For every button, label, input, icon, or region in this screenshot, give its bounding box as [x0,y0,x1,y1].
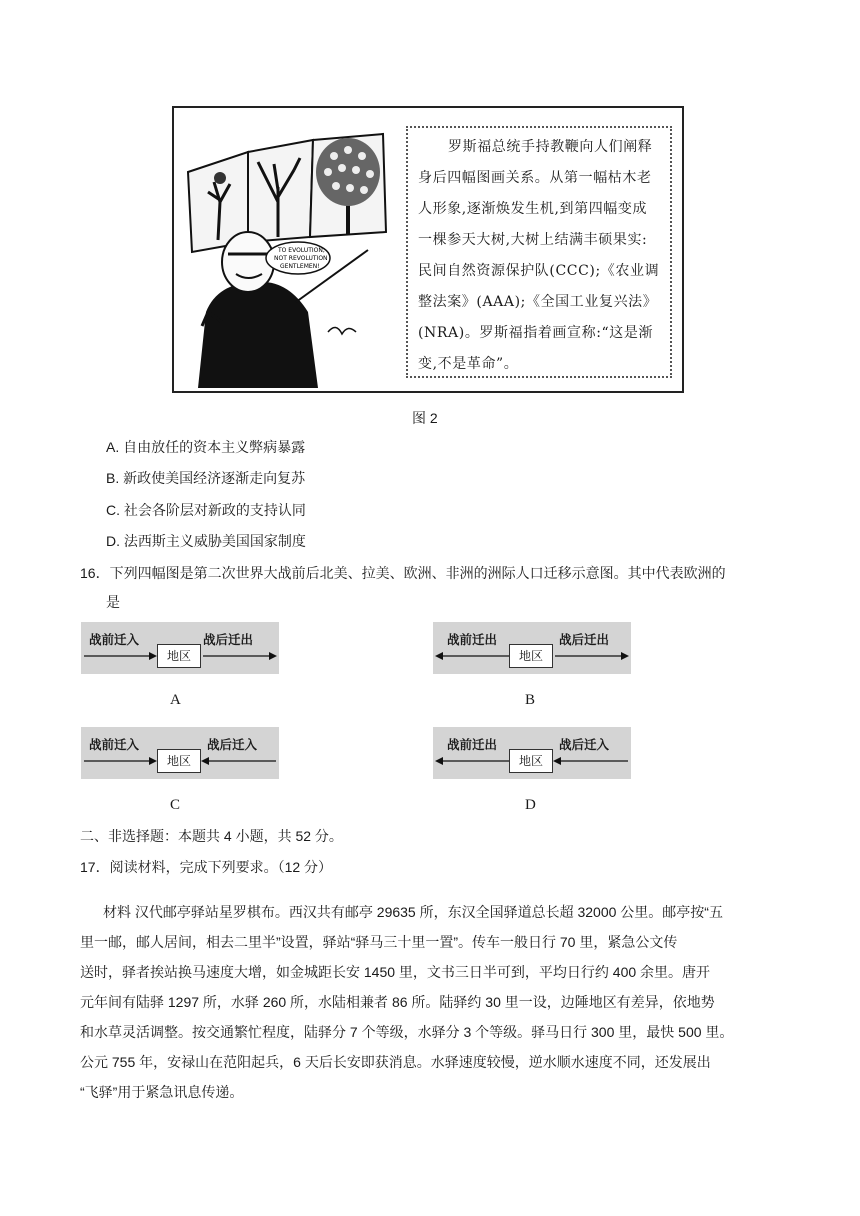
figure-text-line: 整法案》(AAA);《全国工业复兴法》 [418,294,658,310]
migration-diagram-a [81,622,279,674]
diagram-left-label: 战前迁出 [447,737,498,752]
migration-diagram-c [81,727,279,779]
cartoon-caption-line-1: TO EVOLUTION, [278,247,325,254]
diagram-letter-b: B [525,692,536,708]
cartoon-caption-line-3: GENTLEMEN! [280,263,320,270]
figure-text-line: 身后四幅图画关系。从第一幅枯木老 [418,170,652,186]
artist-signature [328,327,356,334]
diagram-region-box: 地区 [509,749,553,773]
diagram-letter-c: C [170,797,181,813]
figure-text-line: 人形象,逐渐焕发生机,到第四幅变成 [418,201,648,217]
diagram-left-label: 战前迁出 [447,632,498,647]
figure-text-line: (NRA)。罗斯福指着画宣称:“这是渐 [418,325,654,341]
option-a: A. 自由放任的资本主义弊病暴露 [106,439,306,455]
material-line: 和水草灵活调整。按交通繁忙程度，陆驿分 7 个等级，水驿分 3 个等级。驿马日行 300 里，最快 500 里。 [80,1024,734,1040]
section-2-heading: 二、非选择题：本题共 4 小题，共 52 分。 [80,828,343,844]
material-line: “飞驿”用于紧急讯息传递。 [80,1084,244,1100]
figure-text-line: 罗斯福总统手持教鞭向人们阐释 [448,139,653,155]
diagram-right-label: 战后迁入 [207,737,258,752]
option-c: C. 社会各阶层对新政的支持认同 [106,502,306,518]
question-17-title: 17．阅读材料，完成下列要求。（12 分） [80,859,333,875]
figure-2-explanation-box [406,126,672,378]
figure-text-line: 变,不是革命”。 [418,356,519,372]
material-line: 材料 汉代邮亭驿站星罗棋布。西汉共有邮亭 29635 所，东汉全国驿道总长超 32000 公里。邮亭按“五 [103,904,723,920]
diagram-letter-a: A [170,692,181,708]
cartoon-caption-line-2: NOT REVOLUTION [274,255,328,262]
figure-caption: 图 2 [412,410,438,426]
option-b: B. 新政使美国经济逐渐走向复苏 [106,470,306,486]
diagram-right-label: 战后迁入 [559,737,610,752]
diagram-region-box: 地区 [509,644,553,668]
option-d: D. 法西斯主义威胁美国国家制度 [106,533,306,549]
question-16-text: 16．下列四幅图是第二次世界大战前后北美、拉美、欧洲、非洲的洲际人口迁移示意图。其中代表欧洲的 [80,565,726,581]
diagram-right-label: 战后迁出 [559,632,610,647]
material-line: 公元 755 年，安禄山在范阳起兵，6 天后长安即获消息。水驿速度较慢，逆水顺水速度不同，还发展出 [80,1054,711,1070]
question-16-text-cont: 是 [106,594,120,610]
migration-diagram-d [433,727,631,779]
diagram-region-box: 地区 [157,644,201,668]
roosevelt-cartoon-image [178,112,400,388]
diagram-region-box: 地区 [157,749,201,773]
diagram-left-label: 战前迁入 [89,737,140,752]
figure-text-line: 一棵参天大树,大树上结满丰硕果实: [418,232,648,248]
diagram-right-label: 战后迁出 [203,632,254,647]
diagram-left-label: 战前迁入 [89,632,140,647]
diagram-letter-d: D [525,797,536,813]
material-line: 送时，驿者挨站换马速度大增，如金城距长安 1450 里，文书三日半可到，平均日行约 400 余里。唐开 [80,964,711,980]
figure-text-line: 民间自然资源保护队(CCC);《农业调 [418,263,660,279]
material-line: 里一邮，邮人居间，相去二里半”设置，驿站“驿马三十里一置”。传车一般日行 70 里，紧急公文传 [80,934,678,950]
migration-diagram-b [433,622,631,674]
figure-2-frame [172,106,684,393]
material-line: 元年间有陆驿 1297 所，水驿 260 所，水陆相兼者 86 所。陆驿约 30 里一设，边陲地区有差异，依地势 [80,994,715,1010]
